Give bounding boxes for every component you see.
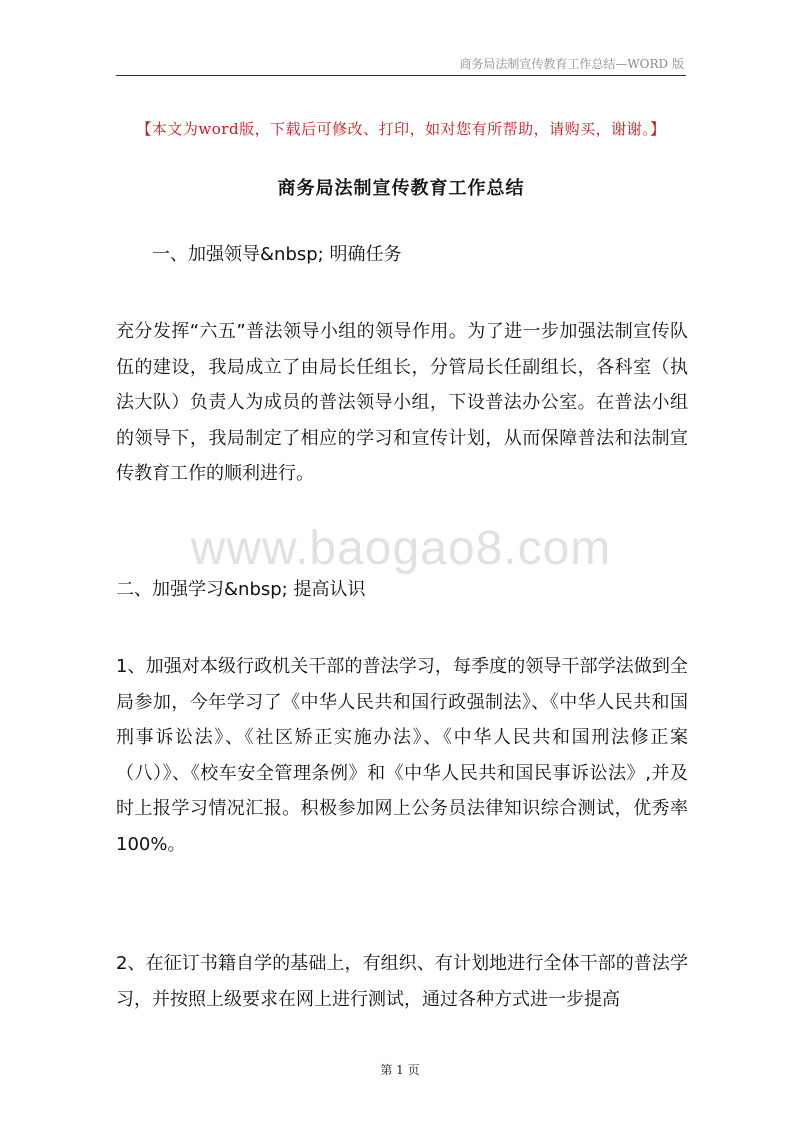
section-2-paragraph-2: 2、在征订书籍自学的基础上，有组织、有计划地进行全体干部的普法学习，并按照上级要求在网上进行测试，通过各种方式进一步提高 [116, 953, 688, 1010]
document-title: 商务局法制宣传教育工作总结 [277, 178, 525, 199]
running-header: 商务局法制宣传教育工作总结—WORD 版 [459, 57, 684, 71]
section-1-heading: 一、加强领导&nbsp; 明确任务 [152, 244, 402, 265]
purchase-notice: 【本文为word版，下载后可修改、打印，如对您有所帮助，请购买，谢谢。】 [136, 120, 666, 138]
section-2-heading: 二、加强学习&nbsp; 提高认识 [116, 579, 366, 600]
site-watermark: www.baogao8.com [190, 522, 612, 575]
header-divider [116, 75, 686, 76]
section-1-paragraph: 充分发挥“六五”普法领导小组的领导作用。为了进一步加强法制宣传队伍的建设，我局成立了由局长任组长，分管局长任副组长，各科室（执法大队）负责人为成员的普法领导小组，下设普法办公室。在普法小组的领导下，我局制定了相应的学习和宣传计划，从而保障普法和法制宣传教育工作的顺利进行。 [116, 321, 688, 484]
section-2-paragraph-1: 1、加强对本级行政机关干部的普法学习，每季度的领导干部学法做到全局参加，今年学习了《中华人民共和国行政强制法》、《中华人民共和国刑事诉讼法》、《社区矫正实施办法》、《中华人民共和国刑法修正案（八）》、《校车安全管理条例》和《中华人民共和国民事诉讼法》,并及时上报学习情况汇报。积极参加网上公务员法律知识综合测试，优秀率 100%。 [116, 656, 688, 855]
page-number: 第 1 页 [380, 1063, 420, 1077]
